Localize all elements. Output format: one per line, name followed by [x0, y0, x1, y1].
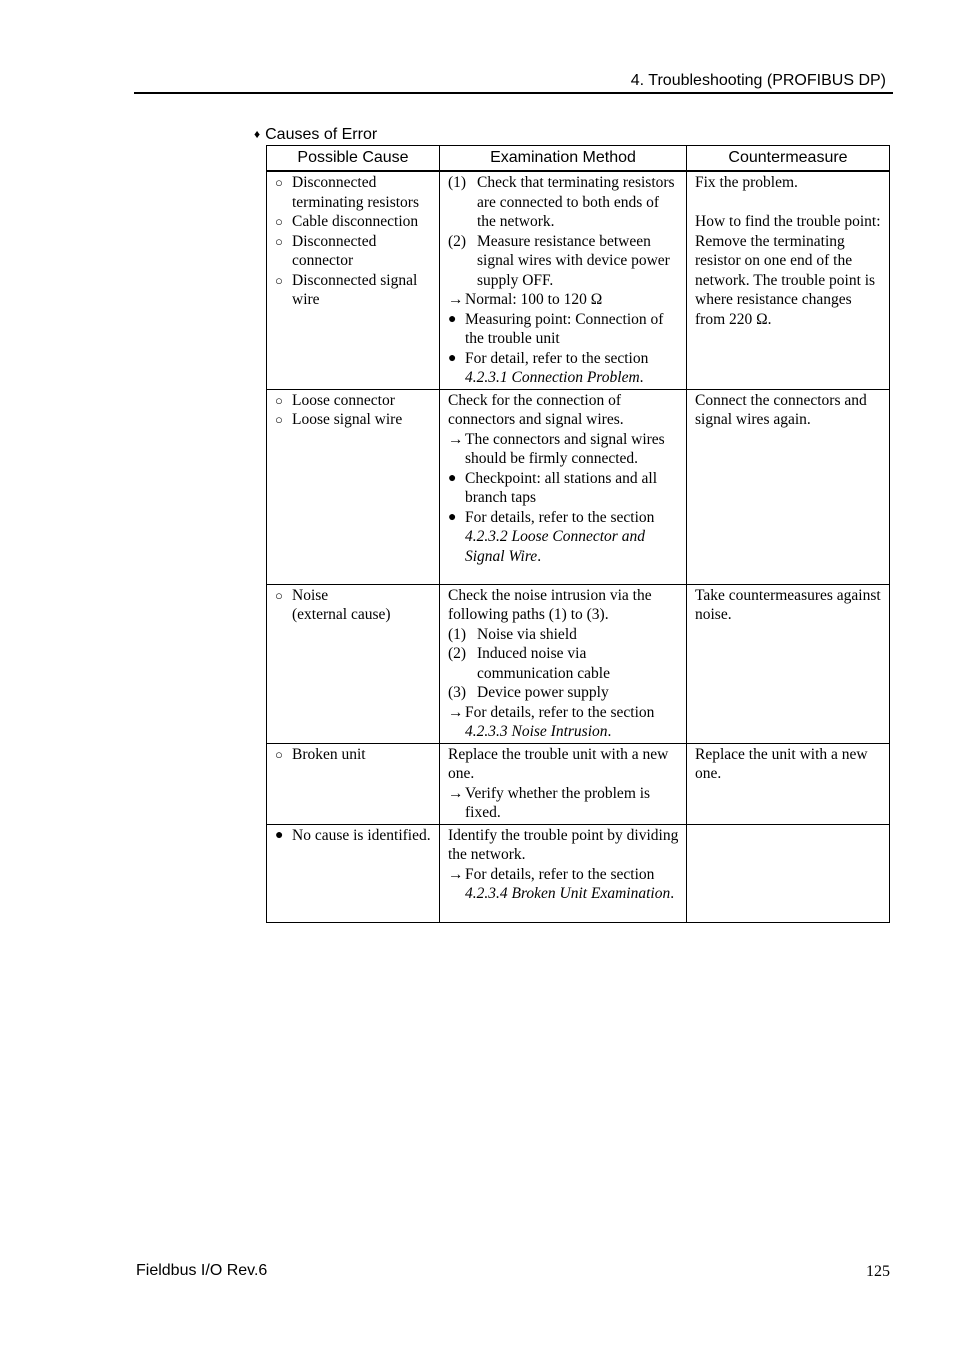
- table-header-row: [267, 146, 890, 172]
- open-circle-icon: ○: [275, 412, 283, 427]
- table-row: [267, 389, 890, 584]
- method-point: ● Measuring point: Connection of the trouble unit: [448, 310, 664, 347]
- cause-item: ○ Disconnected terminating resistors: [275, 174, 419, 211]
- open-circle-icon: ○: [275, 272, 283, 288]
- method-cell: Check the noise intrusion via the following paths (1) to (3). (1) Noise via shield (2) Induced noise via communication cable (3) Device power supply → For details, refer to the section 4.2.3.3 Noise Intrusion.: [440, 584, 687, 743]
- cause-item: ○ Cable disconnection: [275, 213, 419, 230]
- cause-cell: [267, 171, 440, 389]
- method-step: (2) Measure resistance between signal wires with device power supply OFF.: [448, 232, 670, 289]
- cause-cell: [267, 824, 440, 922]
- arrow-icon: →: [448, 703, 464, 721]
- arrow-icon: →: [448, 430, 464, 448]
- open-circle-icon: ○: [275, 214, 283, 229]
- col-header-method: Examination Method: [440, 146, 687, 172]
- method-step: (3) Device power supply: [448, 684, 609, 701]
- section-title-text: Causes of Error: [265, 126, 378, 143]
- open-circle-icon: ○: [275, 587, 283, 603]
- section-reference: 4.2.3.1 Connection Problem: [465, 369, 640, 386]
- method-cell: [440, 171, 687, 389]
- cause-item: ○ Disconnected connector: [275, 232, 377, 269]
- open-circle-icon: ○: [275, 746, 283, 762]
- table-row: [267, 824, 890, 922]
- method-reference: ● For detail, refer to the section 4.2.3.1 Connection Problem.: [448, 349, 649, 386]
- countermeasure-cell: Fix the problem. How to find the trouble point: Remove the terminating resistor on one end of the network. The trouble point is where resistance changes from 220 Ω.: [687, 171, 890, 389]
- method-reference: ● For details, refer to the section 4.2.3.2 Loose Connector and Signal Wire.: [448, 508, 655, 565]
- cause-cell: [267, 584, 440, 743]
- cause-cell: [267, 389, 440, 584]
- causes-table: [266, 145, 890, 923]
- method-result: → The connectors and signal wires should be firmly connected.: [448, 430, 665, 467]
- section-reference: 4.2.3.2 Loose Connector and Signal Wire: [465, 528, 645, 565]
- method-reference: → For details, refer to the section 4.2.3.4 Broken Unit Examination.: [448, 865, 675, 902]
- cause-cell: [267, 743, 440, 824]
- open-circle-icon: ○: [275, 233, 283, 249]
- method-step: (2) Induced noise via communication cable: [448, 645, 610, 682]
- cause-item: ○ Disconnected signal wire: [275, 271, 418, 308]
- running-header: 4. Troubleshooting (PROFIBUS DP): [630, 72, 886, 89]
- filled-circle-icon: ●: [448, 350, 457, 366]
- col-header-countermeasure: Countermeasure: [687, 146, 890, 172]
- section-reference: 4.2.3.3 Noise Intrusion: [465, 723, 608, 740]
- table-row: [267, 584, 890, 743]
- diamond-bullet-icon: ♦: [254, 127, 261, 141]
- cause-item: ○ Loose connector: [275, 391, 395, 409]
- countermeasure-cell: Replace the unit with a new one.: [687, 743, 890, 824]
- cause-item: ○ Broken unit: [275, 745, 366, 763]
- open-circle-icon: ○: [275, 392, 283, 408]
- arrow-icon: →: [448, 291, 464, 308]
- header-rule: [134, 92, 893, 94]
- filled-circle-icon: ●: [448, 509, 457, 525]
- filled-circle-icon: ●: [448, 470, 457, 486]
- countermeasure-cell: Connect the connectors and signal wires again.: [687, 389, 890, 584]
- countermeasure-cell: Take countermeasures against noise.: [687, 584, 890, 743]
- cause-item: ● No cause is identified.: [275, 826, 431, 844]
- method-reference: → For details, refer to the section 4.2.3.3 Noise Intrusion.: [448, 703, 655, 740]
- filled-circle-icon: ●: [275, 827, 284, 843]
- cause-item: ○ Loose signal wire: [275, 411, 403, 428]
- table-row: [267, 171, 890, 389]
- countermeasure-cell: [687, 824, 890, 922]
- table-row: [267, 743, 890, 824]
- col-header-cause: Possible Cause: [267, 146, 440, 172]
- section-reference: 4.2.3.4 Broken Unit Examination: [465, 885, 671, 902]
- open-circle-icon: ○: [275, 175, 283, 190]
- method-point: ● Checkpoint: all stations and all branch taps: [448, 469, 657, 506]
- filled-circle-icon: ●: [448, 311, 457, 327]
- cause-item: ○ Noise (external cause): [275, 586, 391, 623]
- method-cell: Replace the trouble unit with a new one. → Verify whether the problem is fixed.: [440, 743, 687, 824]
- method-cell: Check for the connection of connectors and signal wires. → The connectors and signal wires should be firmly connected. ● Checkpoint: all stations and all branch taps ● For details, refer to the section 4.2.3.2 Loose Connector and Signal Wire.: [440, 389, 687, 584]
- arrow-icon: →: [448, 865, 464, 883]
- arrow-icon: →: [448, 784, 464, 802]
- method-step: (1) Check that terminating resistors are connected to both ends of the network.: [448, 174, 675, 230]
- footer-title: Fieldbus I/O Rev.6: [136, 1262, 268, 1279]
- section-title: [254, 126, 377, 144]
- method-result: → Verify whether the problem is fixed.: [448, 784, 651, 821]
- page-number: 125: [866, 1263, 890, 1280]
- method-result: → Normal: 100 to 120 Ω: [448, 291, 603, 308]
- method-cell: Identify the trouble point by dividing the network. → For details, refer to the section 4.2.3.4 Broken Unit Examination.: [440, 824, 687, 922]
- method-step: (1) Noise via shield: [448, 625, 577, 643]
